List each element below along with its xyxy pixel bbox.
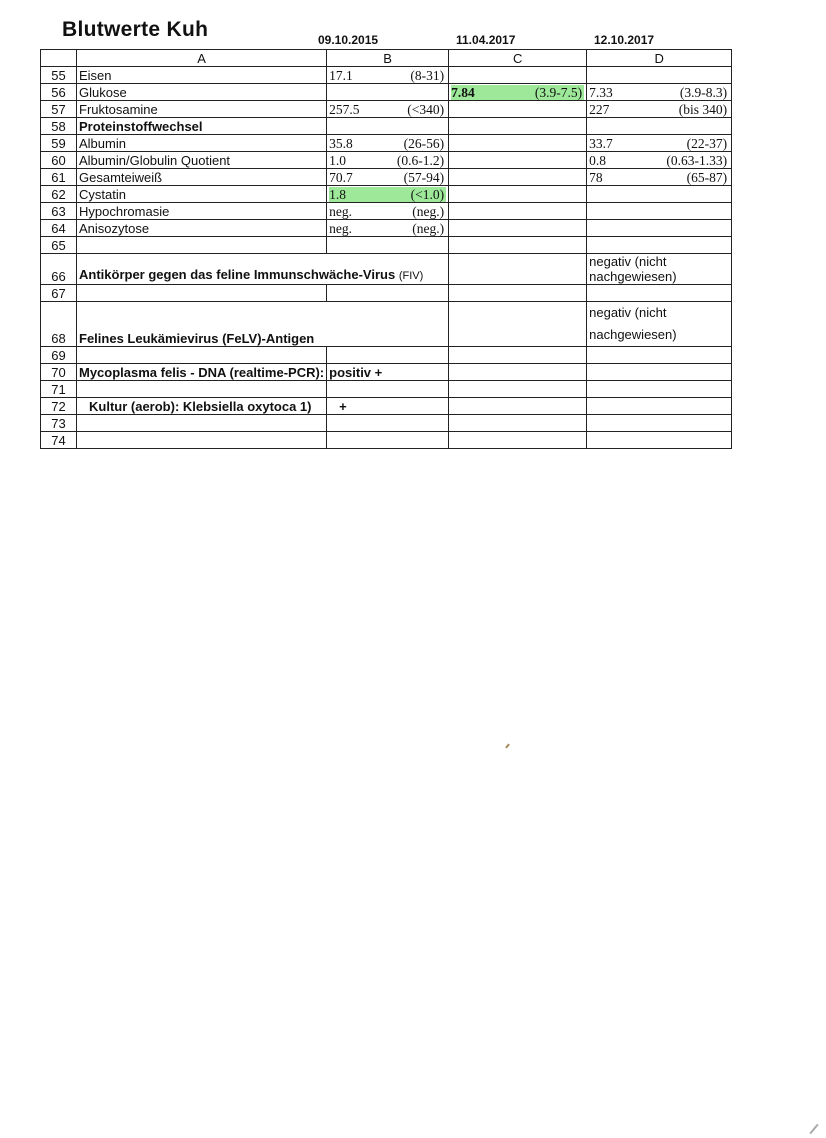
cell-b (327, 432, 449, 449)
value: 7.33 (589, 85, 613, 100)
table-row (41, 364, 732, 381)
table-row (41, 118, 732, 135)
blood-values-table (40, 49, 732, 449)
section-heading: Proteinstoffwechsel (77, 118, 327, 135)
row-label: Gesamteiweiß (77, 169, 327, 186)
table-row (41, 84, 732, 101)
reference-range: (<340) (407, 102, 445, 117)
column-header-d: D (587, 50, 732, 67)
reference-range: (neg.) (412, 204, 445, 219)
cell-b (327, 203, 449, 220)
cell-c (449, 302, 587, 347)
cell-c (449, 84, 587, 101)
value: 257.5 (329, 102, 360, 117)
value: 35.8 (329, 136, 353, 151)
cell-b (327, 135, 449, 152)
row-label (77, 347, 327, 364)
result-line-1: negativ (nicht (589, 254, 667, 269)
table-row (41, 302, 732, 347)
value: 78 (589, 170, 603, 185)
table-row (41, 203, 732, 220)
date-col-c: 11.04.2017 (456, 33, 516, 47)
cell-c (449, 398, 587, 415)
value: 1.0 (329, 153, 347, 168)
row-label (77, 285, 327, 302)
row-label: Albumin/Globulin Quotient (77, 152, 327, 169)
column-header-a: A (77, 50, 327, 67)
value: neg. (329, 204, 353, 219)
cell-c (449, 237, 587, 254)
reference-range: (bis 340) (678, 102, 728, 117)
cell-c (449, 381, 587, 398)
cell-b (327, 381, 449, 398)
cell-d (587, 302, 732, 347)
cell-c (449, 203, 587, 220)
corner-cell (41, 50, 77, 67)
row-label: Eisen (77, 67, 327, 84)
row-number: 55 (41, 67, 77, 84)
date-col-b: 09.10.2015 (318, 33, 379, 47)
row-label: Albumin (77, 135, 327, 152)
row-number: 66 (41, 254, 77, 285)
cell-c (449, 118, 587, 135)
reference-range: (0.6-1.2) (396, 153, 445, 168)
cell-c (449, 67, 587, 84)
cell-c (449, 285, 587, 302)
row-label: Glukose (77, 84, 327, 101)
cell-d (587, 186, 732, 203)
cell-d (587, 203, 732, 220)
reference-range: (neg.) (412, 221, 445, 236)
cell-d (587, 285, 732, 302)
cell-d (587, 152, 732, 169)
row-label: Cystatin (77, 186, 327, 203)
row-label: Kultur (aerob): Klebsiella oxytoca 1) (77, 398, 327, 415)
date-col-d: 12.10.2017 (594, 33, 655, 47)
value-highlighted: 1.8 (329, 187, 347, 202)
cell-c (449, 152, 587, 169)
cell-c (449, 169, 587, 186)
row-number: 70 (41, 364, 77, 381)
row-label (77, 381, 327, 398)
cell-d (587, 135, 732, 152)
cell-d (587, 237, 732, 254)
row-number: 57 (41, 101, 77, 118)
value: 17.1 (329, 68, 353, 83)
cell-c (449, 432, 587, 449)
row-number: 67 (41, 285, 77, 302)
column-header-c: C (449, 50, 587, 67)
cell-c (449, 135, 587, 152)
row-number: 73 (41, 415, 77, 432)
cell-b (327, 186, 449, 203)
row-number: 60 (41, 152, 77, 169)
reference-range: (22-37) (686, 136, 728, 151)
row-number: 59 (41, 135, 77, 152)
cell-c (449, 254, 587, 285)
table-row (41, 152, 732, 169)
reference-range: (3.9-7.5) (534, 85, 583, 100)
page-title: Blutwerte Kuh (62, 18, 209, 41)
table-row (41, 220, 732, 237)
reference-range: (3.9-8.3) (679, 85, 728, 100)
table-row (41, 381, 732, 398)
result-line-2: nachgewiesen) (589, 327, 677, 342)
row-number: 68 (41, 302, 77, 347)
row-number: 74 (41, 432, 77, 449)
cell-c (449, 415, 587, 432)
value: 227 (589, 102, 610, 117)
row-number: 65 (41, 237, 77, 254)
cell-d (587, 118, 732, 135)
cell-d (587, 67, 732, 84)
table-row (41, 67, 732, 84)
cell-b (327, 220, 449, 237)
scan-speck (809, 1124, 818, 1134)
reference-range: (0.63-1.33) (666, 153, 728, 168)
cell-c (449, 347, 587, 364)
cell-b: + (327, 398, 449, 415)
cell-d (587, 169, 732, 186)
cell-c (449, 220, 587, 237)
cell-d (587, 101, 732, 118)
result-line-1: negativ (nicht (589, 305, 667, 320)
table-row (41, 101, 732, 118)
cell-d (587, 364, 732, 381)
scan-speck (505, 743, 510, 748)
value: 33.7 (589, 136, 613, 151)
column-header-b: B (327, 50, 449, 67)
cell-d (587, 84, 732, 101)
value: 70.7 (329, 170, 353, 185)
row-number: 72 (41, 398, 77, 415)
cell-d (587, 381, 732, 398)
cell-c (449, 101, 587, 118)
row-label: Hypochromasie (77, 203, 327, 220)
row-label: Anisozytose (77, 220, 327, 237)
row-number: 63 (41, 203, 77, 220)
row-number: 69 (41, 347, 77, 364)
cell-d (587, 432, 732, 449)
cell-c (449, 364, 587, 381)
cell-b (327, 347, 449, 364)
cell-d (587, 398, 732, 415)
cell-b (327, 84, 449, 101)
cell-b (327, 67, 449, 84)
table-row (41, 415, 732, 432)
table-row (41, 432, 732, 449)
value-highlighted: 7.84 (451, 85, 475, 100)
row-number: 62 (41, 186, 77, 203)
cell-d (587, 415, 732, 432)
row-number: 61 (41, 169, 77, 186)
result-line-2: nachgewiesen) (589, 269, 677, 284)
table-row (41, 169, 732, 186)
table-row (41, 135, 732, 152)
value: neg. (329, 221, 353, 236)
cell-b (327, 169, 449, 186)
row-label (77, 415, 327, 432)
reference-range: (8-31) (410, 68, 445, 83)
table-row (41, 254, 732, 285)
table-row (41, 398, 732, 415)
row-label (77, 237, 327, 254)
row-number: 56 (41, 84, 77, 101)
table-row (41, 347, 732, 364)
table-row (41, 237, 732, 254)
cell-d (587, 220, 732, 237)
cell-b (327, 152, 449, 169)
table-row (41, 285, 732, 302)
row-label (77, 254, 449, 285)
reference-range: (57-94) (403, 170, 445, 185)
cell-b (327, 237, 449, 254)
fiv-label-suffix: (FIV) (398, 270, 424, 282)
cell-c (449, 186, 587, 203)
fiv-label: Antikörper gegen das feline Immunschwäche-Virus (79, 267, 396, 282)
row-label: Fruktosamine (77, 101, 327, 118)
row-label (77, 432, 327, 449)
row-number: 71 (41, 381, 77, 398)
row-label: Felines Leukämievirus (FeLV)-Antigen (77, 302, 449, 347)
cell-b (327, 415, 449, 432)
row-number: 58 (41, 118, 77, 135)
cell-b (327, 118, 449, 135)
row-label: Mycoplasma felis - DNA (realtime-PCR): (77, 364, 327, 381)
reference-range: (<1.0) (410, 187, 445, 202)
reference-range: (26-56) (403, 136, 445, 151)
cell-d (587, 254, 732, 285)
reference-range: (65-87) (686, 170, 728, 185)
row-number: 64 (41, 220, 77, 237)
cell-d (587, 347, 732, 364)
table-row (41, 186, 732, 203)
cell-b: positiv + (327, 364, 449, 381)
column-header-row (41, 50, 732, 67)
cell-b (327, 285, 449, 302)
value: 0.8 (589, 153, 607, 168)
cell-b (327, 101, 449, 118)
